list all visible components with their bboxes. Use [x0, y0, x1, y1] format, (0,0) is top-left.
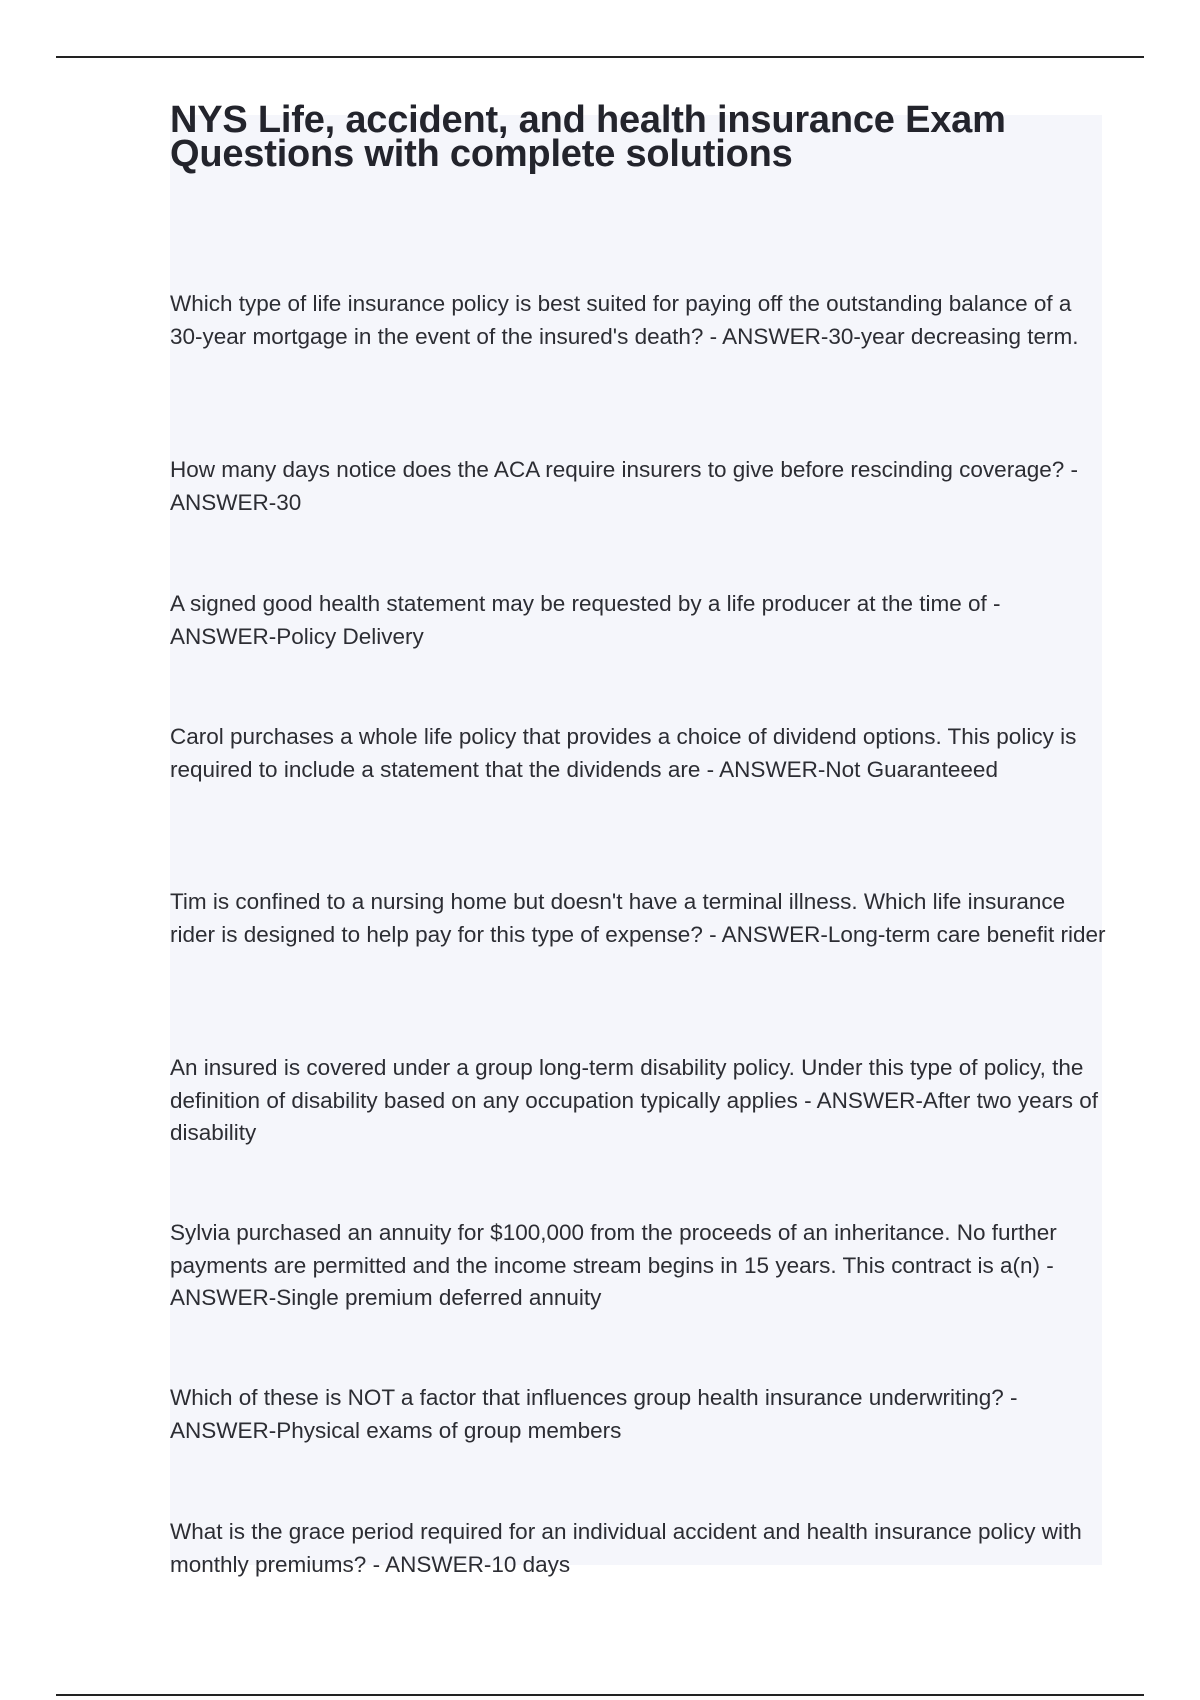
qa-item-9: What is the grace period required for an individual accident and health insurance policy with monthly premiums? - ANSWER-10 days	[170, 1519, 1082, 1577]
qa-item-2: How many days notice does the ACA require insurers to give before rescinding coverage? - ANSWER-30	[170, 457, 1078, 515]
qa-item-1: Which type of life insurance policy is best suited for paying off the outstanding balance of a 30-year mortgage in the event of the insured's death? - ANSWER-30-year decreasing term.	[170, 291, 1079, 349]
qa-item-5: Tim is confined to a nursing home but doesn't have a terminal illness. Which life insurance rider is designed to help pay for this type of expense? - ANSWER-Long-term care benefit rider	[170, 889, 1106, 947]
qa-item-7: Sylvia purchased an annuity for $100,000 from the proceeds of an inheritance. No further payments are permitted and the income stream begins in 15 years. This contract is a(n) - ANSWER-Single premium deferred annuity	[170, 1220, 1057, 1310]
qa-item-8: Which of these is NOT a factor that influences group health insurance underwriting? - ANSWER-Physical exams of group members	[170, 1385, 1018, 1443]
document-body	[170, 99, 1110, 1577]
qa-item-4: Carol purchases a whole life policy that provides a choice of dividend options. This policy is required to include a statement that the dividends are - ANSWER-Not Guaranteeed	[170, 724, 1077, 782]
qa-item-3: A signed good health statement may be requested by a life producer at the time of - ANSWER-Policy Delivery	[170, 591, 1001, 649]
top-rule	[56, 56, 1144, 58]
qa-item-6: An insured is covered under a group long-term disability policy. Under this type of policy, the definition of disability based on any occupation typically applies - ANSWER-After two years of disability	[170, 1055, 1098, 1145]
document-title: NYS Life, accident, and health insurance Exam Questions with complete solutions	[170, 99, 1006, 175]
bottom-rule	[56, 1694, 1144, 1696]
